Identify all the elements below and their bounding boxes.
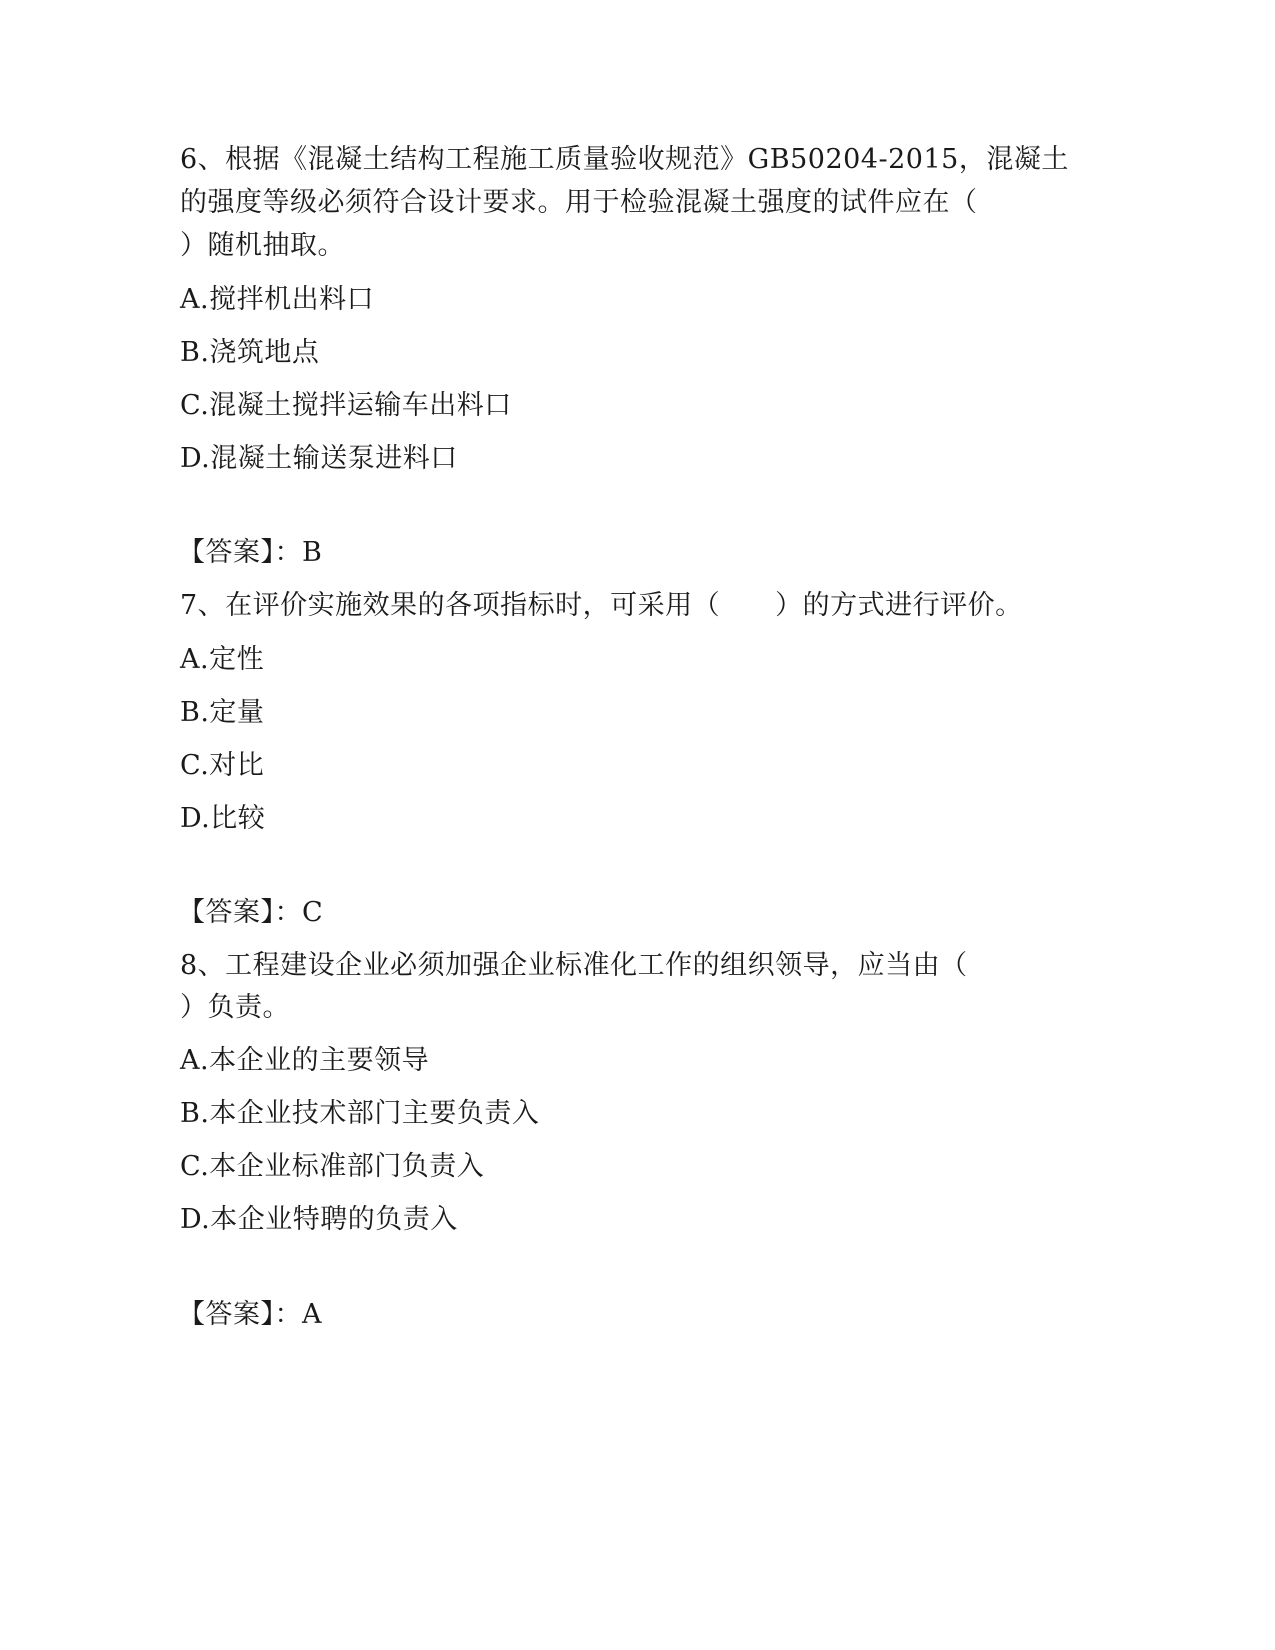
question-6-option-a: A.搅拌机出料口 <box>180 284 375 315</box>
question-7-line-1: 7、在评价实施效果的各项指标时，可采用（ ）的方式进行评价。 <box>180 590 1023 621</box>
question-8-option-c: C.本企业标准部门负责入 <box>180 1151 485 1182</box>
question-8-option-a: A.本企业的主要领导 <box>180 1045 430 1076</box>
question-7-option-a: A.定性 <box>180 644 265 675</box>
question-6-option-d: D.混凝土输送泵进料口 <box>180 443 458 474</box>
question-8-line-1: 8、工程建设企业必须加强企业标准化工作的组织领导，应当由（ <box>180 950 968 981</box>
question-6-option-c: C.混凝土搅拌运输车出料口 <box>180 390 512 421</box>
question-8-option-b: B.本企业技术部门主要负责入 <box>180 1098 540 1129</box>
question-8-answer: 【答案】：A <box>178 1299 322 1330</box>
question-8-option-d: D.本企业特聘的负责入 <box>180 1204 458 1235</box>
question-7-option-b: B.定量 <box>180 697 265 728</box>
question-7-option-d: D.比较 <box>180 803 266 834</box>
question-6-option-b: B.浇筑地点 <box>180 337 320 368</box>
question-8-line-2: ）负责。 <box>180 992 290 1023</box>
question-6-answer: 【答案】：B <box>178 537 323 568</box>
question-6-line-1: 6、根据《混凝土结构工程施工质量验收规范》GB50204-2015，混凝土 <box>180 144 1069 175</box>
question-6-line-2: 的强度等级必须符合设计要求。用于检验混凝土强度的试件应在（ <box>180 187 978 218</box>
question-7-answer: 【答案】：C <box>178 897 324 928</box>
question-6-line-3: ）随机抽取。 <box>180 230 345 261</box>
question-7-option-c: C.对比 <box>180 750 265 781</box>
